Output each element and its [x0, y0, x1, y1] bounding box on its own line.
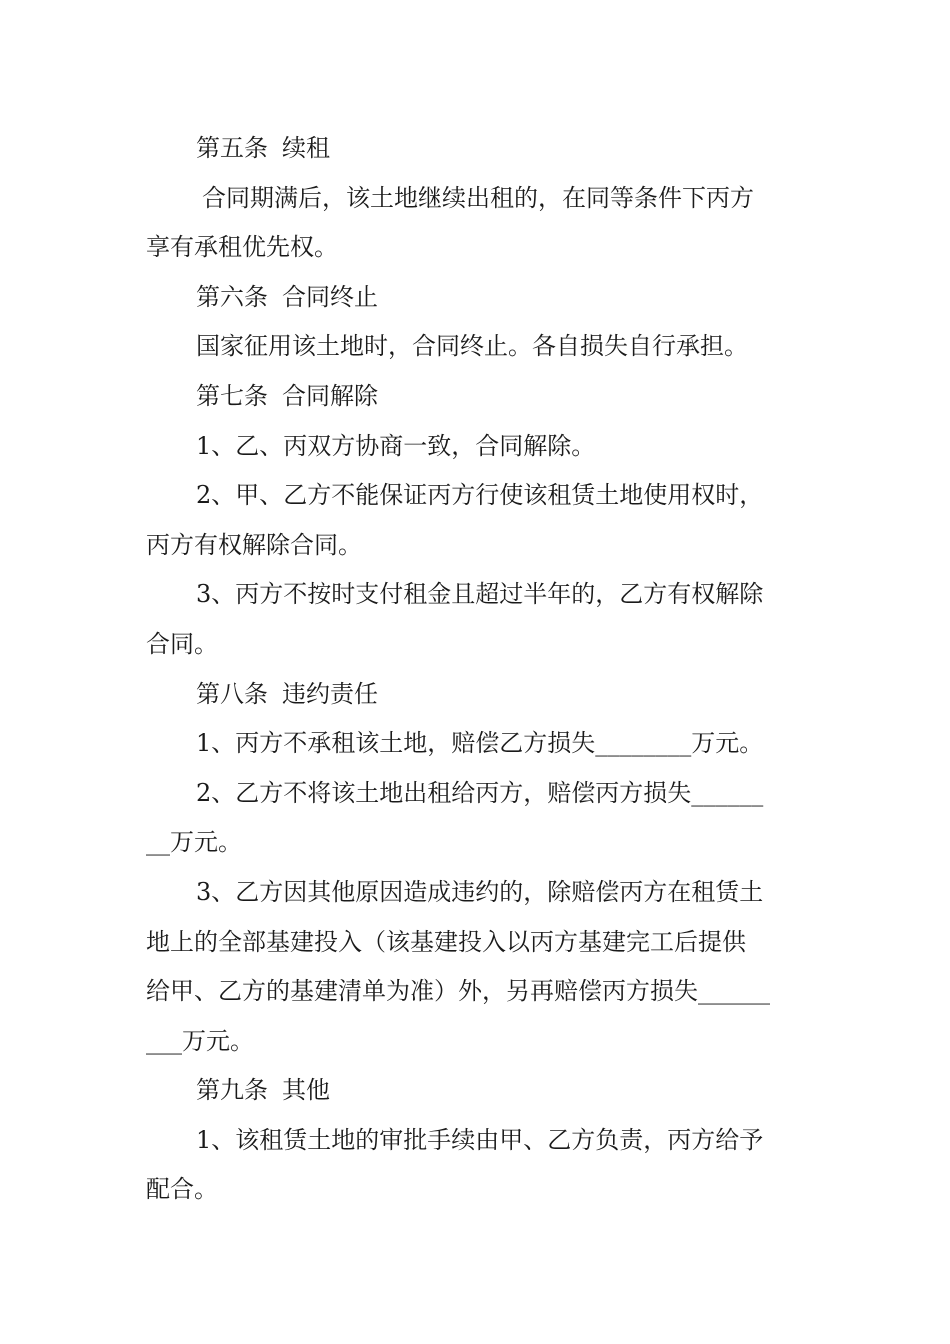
article-title: 续租	[282, 134, 330, 162]
article-number: 第九条	[196, 1076, 268, 1105]
article-number: 第六条	[196, 282, 268, 311]
article-8-heading	[146, 670, 806, 720]
clause-line: 配合。	[146, 1175, 218, 1204]
article-title: 违约责任	[282, 679, 378, 708]
clause-line: 1、该租赁土地的审批手续由甲、乙方负责，丙方给予	[196, 1125, 764, 1154]
clause-line: 3、乙方因其他原因造成违约的，除赔偿丙方在租赁土	[196, 877, 764, 906]
article-7-heading	[146, 372, 806, 422]
article-number: 第八条	[196, 679, 268, 708]
paragraph-line: 享有承租优先权。	[146, 233, 338, 262]
article-9-heading	[146, 1066, 806, 1116]
paragraph-line: 合同期满后，该土地继续出租的，在同等条件下丙方	[202, 183, 754, 212]
clause-line: __万元。	[146, 828, 242, 857]
clause-line: 2、甲、乙方不能保证丙方行使该租赁土地使用权时，	[196, 481, 764, 510]
clause-line: ___万元。	[146, 1026, 254, 1055]
article-number: 第五条	[196, 134, 268, 162]
article-6-heading	[146, 273, 806, 323]
clause-line: 1、乙、丙双方协商一致，合同解除。	[196, 431, 596, 460]
article-title: 合同终止	[282, 282, 378, 311]
contract-body	[146, 124, 806, 1215]
paragraph-line: 国家征用该土地时，合同终止。各自损失自行承担。	[196, 332, 748, 361]
article-title: 其他	[282, 1076, 330, 1105]
clause-line: 1、丙方不承租该土地，赔偿乙方损失________万元。	[196, 729, 764, 758]
article-title: 合同解除	[282, 381, 378, 410]
clause-line: 3、丙方不按时支付租金且超过半年的，乙方有权解除	[196, 580, 764, 609]
article-number: 第七条	[196, 381, 268, 410]
clause-line: 地上的全部基建投入（该基建投入以丙方基建完工后提供	[146, 927, 746, 956]
clause-line: 2、乙方不将该土地出租给丙方，赔偿丙方损失______	[196, 778, 764, 807]
article-5-heading	[146, 124, 806, 174]
clause-line: 合同。	[146, 629, 218, 658]
clause-line: 丙方有权解除合同。	[146, 530, 362, 559]
clause-line: 给甲、乙方的基建清单为准）外，另再赔偿丙方损失______	[146, 977, 770, 1006]
